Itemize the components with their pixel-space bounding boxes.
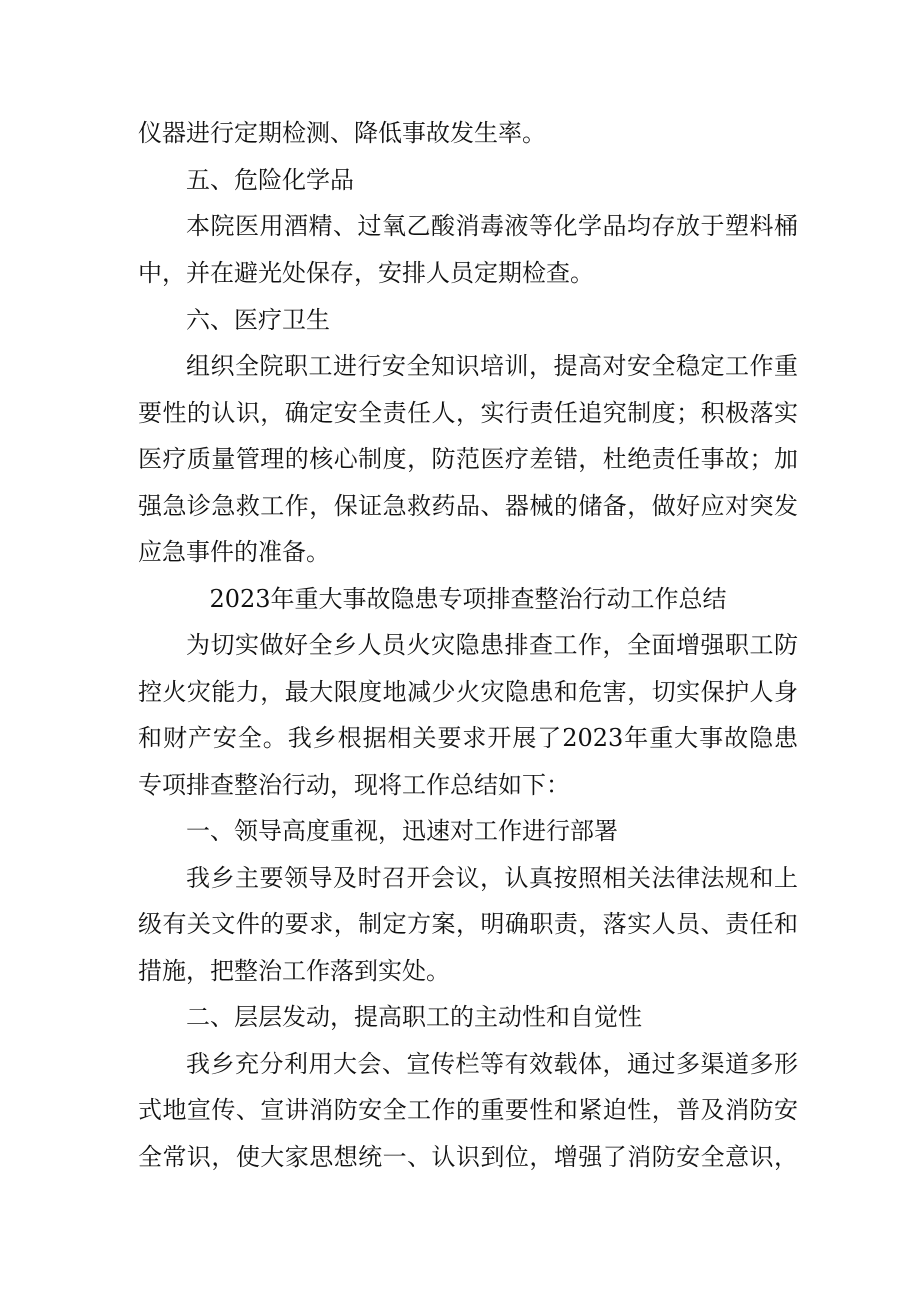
paragraph-line: 措施，把整治工作落到实处。: [138, 957, 450, 985]
paragraph-line: 和财产安全。我乡根据相关要求开展了2023年重大事故隐患: [138, 724, 798, 752]
paragraph-line: 我乡主要领导及时召开会议，认真按照相关法律法规和上: [186, 864, 798, 892]
section-heading: 一、领导高度重视，迅速对工作进行部署: [186, 817, 618, 845]
section-heading: 五、危险化学品: [186, 166, 354, 194]
section-heading: 二、层层发动，提高职工的主动性和自觉性: [186, 1003, 642, 1031]
paragraph-line: 仪器进行定期检测、降低事故发生率。: [138, 119, 546, 147]
paragraph-line: 应急事件的准备。: [138, 538, 330, 566]
paragraph-line: 组织全院职工进行安全知识培训，提高对安全稳定工作重: [186, 352, 798, 380]
paragraph-line: 中，并在避光处保存，安排人员定期检查。: [138, 259, 594, 287]
paragraph-line: 控火灾能力，最大限度地减少火灾隐患和危害，切实保护人身: [138, 678, 798, 706]
document-title: 2023年重大事故隐患专项排查整治行动工作总结: [209, 585, 727, 613]
paragraph-line: 本院医用酒精、过氧乙酸消毒液等化学品均存放于塑料桶: [186, 212, 798, 240]
paragraph-line: 为切实做好全乡人员火灾隐患排查工作，全面增强职工防: [186, 631, 798, 659]
paragraph-line: 强急诊急救工作，保证急救药品、器械的储备，做好应对突发: [138, 492, 798, 520]
paragraph-line: 医疗质量管理的核心制度，防范医疗差错，杜绝责任事故；加: [138, 445, 798, 473]
paragraph-line: 级有关文件的要求，制定方案，明确职责，落实人员、责任和: [138, 910, 798, 938]
paragraph-line: 要性的认识，确定安全责任人，实行责任追究制度；积极落实: [138, 399, 798, 427]
section-heading: 六、医疗卫生: [186, 306, 330, 334]
paragraph-line: 我乡充分利用大会、宣传栏等有效载体，通过多渠道多形: [186, 1050, 798, 1078]
paragraph-line: 式地宣传、宣讲消防安全工作的重要性和紧迫性，普及消防安: [138, 1096, 798, 1124]
paragraph-line: 专项排查整治行动，现将工作总结如下：: [138, 771, 570, 799]
paragraph-line: 全常识，使大家思想统一、认识到位，增强了消防安全意识，: [138, 1143, 798, 1171]
